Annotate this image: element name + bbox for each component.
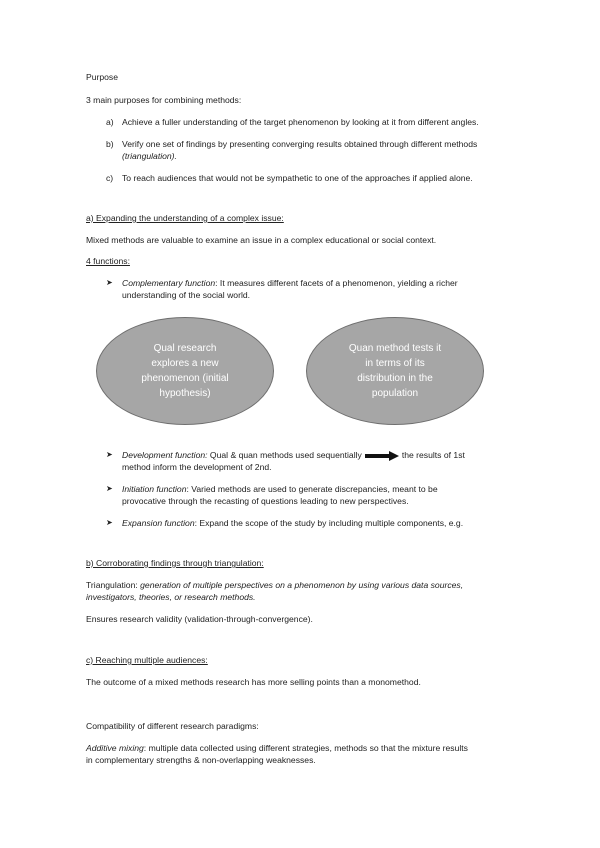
list-item-b-line2: (triangulation). [122,151,177,161]
development-label: Development function: [122,450,208,460]
quan-method-ellipse [306,317,484,425]
section-a-heading: a) Expanding the understanding of a complex issue: [86,213,284,223]
complementary-label: Complementary function [122,278,216,288]
additive-term: Additive mixing [86,743,144,753]
section-c-heading: c) Reaching multiple audiences: [86,655,208,665]
compat-heading: Compatibility of different research paradigms: [86,721,259,731]
expansion-text: : Expand the scope of the study by including multiple components, e.g. [194,518,464,528]
complementary-line2: understanding of the social world. [122,290,251,300]
list-item-a: Achieve a fuller understanding of the target phenomenon by looking at it from different angles. [122,117,479,127]
development-text: Qual & quan methods used sequentially [207,450,362,460]
list-marker-c: c) [106,173,114,183]
section-b-heading: b) Corroborating findings through triangulation: [86,558,264,568]
validity-text: Ensures research validity (validation-through-convergence). [86,614,313,624]
arrow-bullet-icon: ➤ [106,484,113,493]
purpose-intro: 3 main purposes for combining methods: [86,95,242,105]
initiation-line2: provocative through the recasting of questions leading to new perspectives. [122,496,409,506]
initiation-line1 [122,484,438,494]
list-item-c: To reach audiences that would not be sympathetic to one of the approaches if applied alone. [122,173,473,183]
qual-research-ellipse [96,317,274,425]
section-a-text: Mixed methods are valuable to examine an issue in a complex educational or social context. [86,235,437,245]
expansion-line1 [122,518,463,528]
complementary-line1 [122,278,458,288]
additive-line2: in complementary strengths & non-overlapping weaknesses. [86,755,316,765]
expansion-label: Expansion function [122,518,195,528]
development-text-cont: the results of 1st [401,450,465,460]
development-line1 [122,450,465,461]
arrow-bullet-icon: ➤ [106,278,113,287]
complementary-text: : It measures different facets of a phenomenon, yielding a richer [215,278,458,288]
qual-research-text: Qual research explores a new phenomenon (initial hypothesis) [141,343,229,399]
initiation-label: Initiation function [122,484,187,494]
arrow-bullet-icon: ➤ [106,518,113,527]
additive-text: : multiple data collected using different strategies, methods so that the mixture results [143,743,468,753]
list-marker-a: a) [106,117,114,127]
section-c-text: The outcome of a mixed methods research has more selling points than a monomethod. [86,677,421,687]
quan-method-text: Quan method tests it in terms of its distribution in the population [348,343,442,399]
initiation-text: : Varied methods are used to generate discrepancies, meant to be [186,484,438,494]
arrow-bullet-icon: ➤ [106,450,113,459]
purpose-heading: Purpose [86,72,119,82]
triangulation-term: Triangulation: [86,580,138,590]
functions-heading: 4 functions: [86,256,130,266]
triangulation-def: generation of multiple perspectives on a phenomenon by using various data sources, [137,580,464,590]
development-line2: method inform the development of 2nd. [122,462,272,472]
triangulation-line1 [86,580,463,590]
list-marker-b: b) [106,139,114,149]
right-arrow-icon [365,451,399,461]
additive-line1 [86,743,468,753]
triangulation-line2: investigators, theories, or research methods. [86,592,256,602]
list-item-b-line1: Verify one set of findings by presenting converging results obtained through different methods [122,139,478,149]
